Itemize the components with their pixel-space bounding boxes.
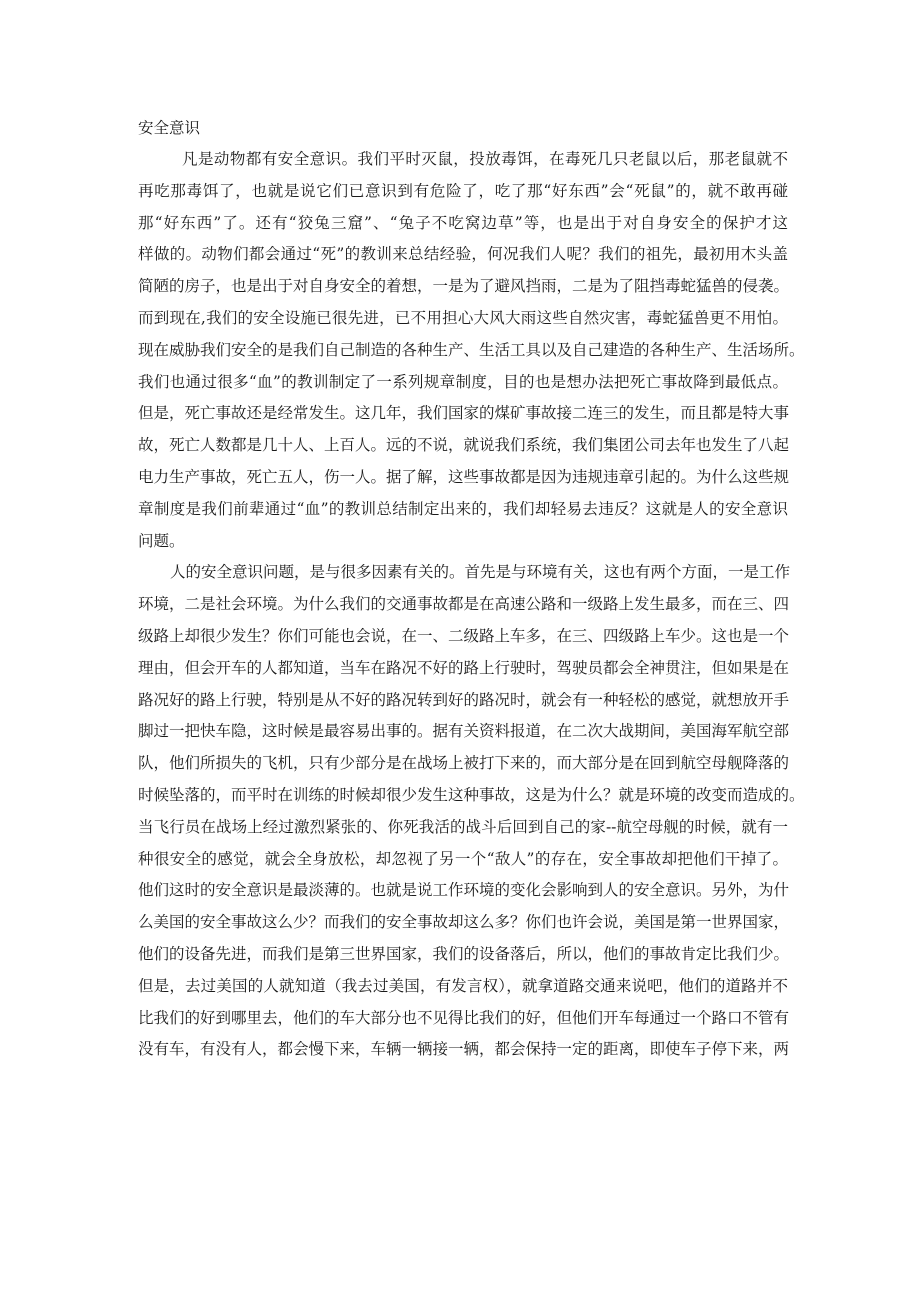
paragraph-2 bbox=[138, 557, 805, 1066]
text-line: 但是，去过美国的人就知道（我去过美国，有发言权），就拿道路交通来说吧，他们的道路并不 bbox=[138, 976, 788, 995]
text-line: 理由，但会开车的人都知道，当车在路况不好的路上行驶时，驾驶员都会全神贯注，但如果是在 bbox=[138, 658, 790, 677]
text-line: 脚过一把快车隐，这时候是最容易出事的。据有关资料报道，在二次大战期间，美国海军航空部 bbox=[138, 722, 790, 741]
text-line: 那“好东西”了。还有“狡兔三窟”、“兔子不吃窝边草”等，也是出于对自身安全的保护才这 bbox=[138, 213, 788, 232]
text-line: 么美国的安全事故这么少？而我们的安全事故却这么多？你们也许会说，美国是第一世界国家， bbox=[138, 913, 790, 932]
document-page bbox=[138, 114, 805, 1066]
text-line: 队，他们所损失的飞机，只有少部分是在战场上被打下来的，而大部分是在回到航空母舰降落的 bbox=[138, 754, 790, 773]
text-line: 他们的设备先进，而我们是第三世界国家，我们的设备落后，所以，他们的事故肯定比我们少。 bbox=[138, 944, 790, 963]
text-line: 样做的。动物们都会通过“死”的教训来总结经验，何况我们人呢？我们的祖先，最初用木头盖 bbox=[138, 245, 788, 264]
text-line: 人的安全意识问题，是与很多因素有关的。首先是与环境有关，这也有两个方面，一是工作 bbox=[170, 563, 791, 582]
text-line: 级路上却很少发生？你们可能也会说，在一、二级路上车多，在三、四级路上车少。这也是一个 bbox=[138, 626, 790, 645]
text-line: 而到现在,我们的安全设施已很先进，已不用担心大风大雨这些自然灾害，毒蛇猛兽更不用怕。 bbox=[138, 308, 788, 327]
text-line: 电力生产事故，死亡五人，伤一人。据了解，这些事故都是因为违规违章引起的。为什么这些规 bbox=[138, 467, 790, 486]
text-line: 时候坠落的，而平时在训练的时候却很少发生这种事故，这是为什么？就是环境的改变而造成的。 bbox=[138, 785, 805, 804]
text-line: 我们也通过很多“血”的教训制定了一系列规章制度，目的也是想办法把死亡事故降到最低点。 bbox=[138, 372, 788, 391]
text-line: 但是，死亡事故还是经常发生。这几年，我们国家的煤矿事故接二连三的发生，而且都是特大事 bbox=[138, 404, 790, 423]
text-line: 比我们的好到哪里去，他们的车大部分也不见得比我们的好，但他们开车每通过一个路口不管有 bbox=[138, 1008, 790, 1027]
text-line: 问题。 bbox=[138, 531, 185, 550]
text-line: 故，死亡人数都是几十人、上百人。远的不说，就说我们系统，我们集团公司去年也发生了八起 bbox=[138, 436, 790, 455]
text-line: 种很安全的感觉，就会全身放松，却忽视了另一个“敌人”的存在，安全事故却把他们干掉了。 bbox=[138, 849, 788, 868]
text-line: 简陋的房子，也是出于对自身安全的着想，一是为了避风挡雨，二是为了阻挡毒蛇猛兽的侵袭。 bbox=[138, 277, 790, 296]
paragraph-1 bbox=[138, 144, 805, 557]
text-line: 凡是动物都有安全意识。我们平时灭鼠，投放毒饵，在毒死几只老鼠以后，那老鼠就不 bbox=[182, 150, 788, 168]
text-line: 环境，二是社会环境。为什么我们的交通事故都是在高速公路和一级路上发生最多，而在三、四 bbox=[138, 595, 790, 614]
text-line: 当飞行员在战场上经过激烈紧张的、你死我活的战斗后回到自己的家--航空母舰的时候，就有一 bbox=[138, 817, 788, 836]
text-line: 路况好的路上行驶，特别是从不好的路况转到好的路况时，就会有一种轻松的感觉，就想放开手 bbox=[138, 690, 790, 709]
text-line: 没有车，有没有人，都会慢下来，车辆一辆接一辆，都会保持一定的距离，即使车子停下来，两 bbox=[138, 1040, 790, 1059]
text-line: 他们这时的安全意识是最淡薄的。也就是说工作环境的变化会影响到人的安全意识。另外，为什 bbox=[138, 881, 790, 900]
document-title: 安全意识 bbox=[138, 119, 201, 137]
text-line: 章制度是我们前辈通过“血”的教训总结制定出来的，我们却轻易去违反？这就是人的安全意识 bbox=[138, 499, 788, 518]
text-line: 现在威胁我们安全的是我们自己制造的各种生产、生活工具以及自己建造的各种生产、生活场所。 bbox=[138, 340, 805, 359]
text-line: 再吃那毒饵了，也就是说它们已意识到有危险了，吃了那“好东西”会“死鼠”的，就不敢再碰 bbox=[138, 181, 788, 200]
